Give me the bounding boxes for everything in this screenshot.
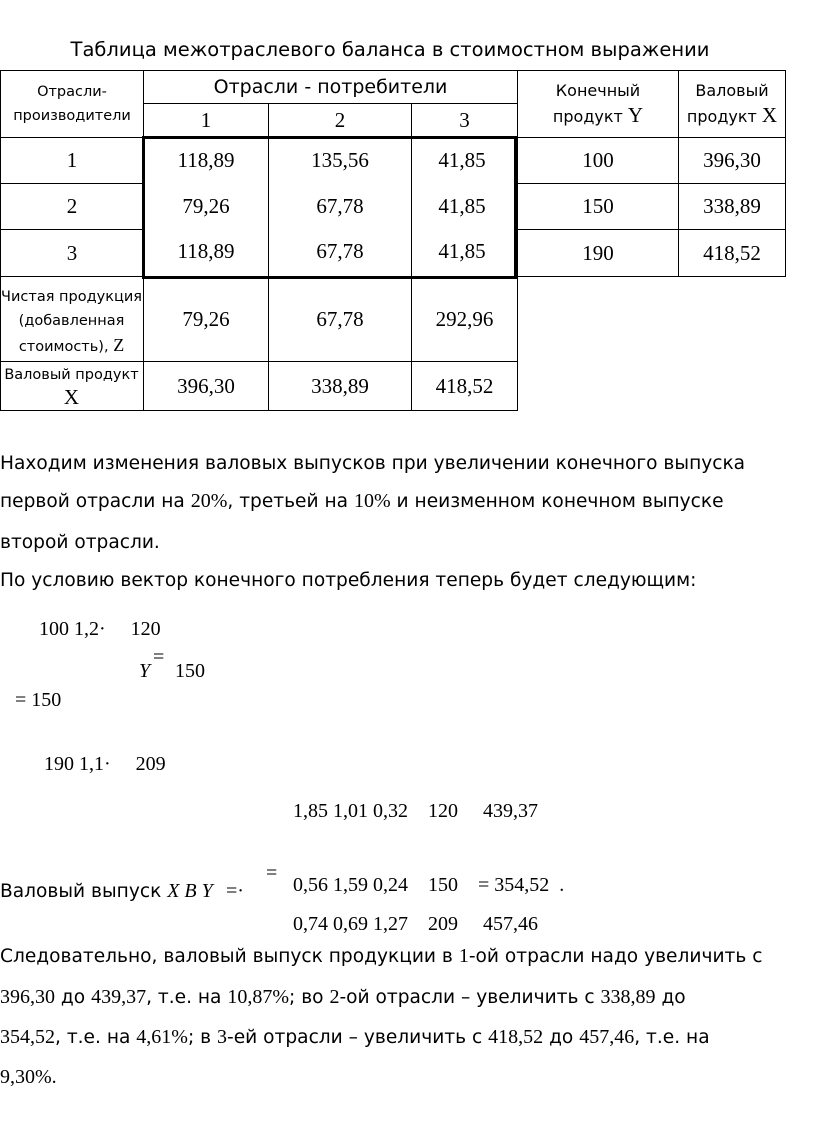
formula-line — [281, 832, 381, 855]
table-cell: 79,26 — [182, 306, 230, 331]
symbol-y: Y — [139, 660, 151, 682]
matrix-expression: X B Y — [167, 880, 213, 902]
text-run: -ой отрасли надо увеличить с — [468, 946, 763, 967]
label-line: Чистая продукция — [1, 288, 142, 305]
text-run: , т.е. на — [146, 987, 228, 1008]
formula-line: = 150 — [0, 689, 72, 711]
gross-product-header — [679, 71, 785, 137]
gross-output-label — [0, 880, 213, 903]
paragraph-line: Находим изменения валовых выпусков при увеличении конечного выпуска — [0, 453, 746, 474]
text-run: 439,37 — [91, 986, 147, 1008]
table-cell: 118,89 — [177, 148, 235, 172]
text-run: и неизменном конечном выпуске — [390, 491, 724, 512]
text-run: Следовательно, валовый выпуск продукции в — [0, 946, 459, 967]
row-label: 1 — [66, 148, 78, 172]
text-run: , т.е. на — [55, 1027, 137, 1048]
consumers-header: Отрасли - потребители — [213, 76, 448, 98]
text-run: 338,89 — [600, 986, 656, 1008]
formula-line: 0,74 0,69 1,27 209 457,46 — [283, 913, 548, 935]
symbol-x: X — [761, 103, 778, 127]
text-run: первой отрасли на — [0, 491, 191, 512]
equals-sign: = — [266, 862, 278, 884]
producers-header — [1, 71, 143, 137]
text-run: -ой отрасли – увеличить с — [339, 987, 601, 1008]
table-cell: 41,85 — [438, 238, 486, 263]
consumer-col-1: 1 — [200, 108, 212, 132]
text-run: 354,52 — [0, 1026, 55, 1048]
table-cell: 190 — [582, 240, 614, 265]
text-run: 418,52 — [488, 1026, 544, 1048]
row-label: 3 — [66, 240, 78, 265]
label-line: Валовый продукт — [4, 367, 139, 383]
text-run: 457,46 — [579, 1026, 635, 1048]
text-run: 20% — [190, 490, 228, 512]
table-cell: 396,30 — [703, 148, 761, 172]
table-cell: 100 — [582, 148, 614, 172]
final-product-header — [518, 71, 678, 137]
table-cell: 118,89 — [177, 238, 235, 263]
symbol-y: Y — [627, 103, 644, 127]
symbol-x: X — [63, 385, 80, 409]
formula-line: 0,56 1,59 0,24 150 = 354,52 . — [283, 874, 565, 896]
table-cell: 338,89 — [311, 373, 369, 398]
paragraph-line — [0, 1066, 57, 1089]
table-cell: 150 — [582, 194, 614, 218]
table-cell: 135,56 — [311, 148, 369, 172]
consumer-col-2: 2 — [334, 108, 346, 132]
equals-sign: =· — [226, 880, 244, 902]
equals-sign: = — [153, 646, 165, 668]
table-line — [517, 276, 786, 277]
table-border-right — [785, 70, 786, 277]
table-cell: 292,96 — [435, 306, 494, 331]
paragraph-line — [0, 986, 686, 1009]
header-line: производители — [13, 108, 131, 124]
table-cell: 67,78 — [316, 306, 364, 331]
paragraph-line: второй отрасли. — [0, 532, 160, 553]
text-run: Валовый выпуск — [0, 881, 168, 902]
header-line: продукт — [552, 107, 623, 126]
table-cell: 338,89 — [703, 194, 761, 218]
gross-row-label — [0, 362, 143, 410]
table-cell: 67,78 — [316, 238, 364, 263]
text-run: -ей отрасли – увеличить с — [227, 1027, 489, 1048]
formula-line — [34, 660, 79, 683]
text-run: до — [543, 1027, 580, 1048]
table-cell: 41,85 — [438, 148, 486, 172]
formula-line: 1,85 1,01 0,32 120 439,37 — [283, 800, 548, 822]
consumer-col-3: 3 — [459, 108, 470, 132]
paragraph-line — [0, 945, 762, 968]
text-run: , третьей на — [227, 491, 354, 512]
paragraph-line: По условию вектор конечного потребления теперь будет следующим: — [0, 570, 697, 591]
header-line: Отрасли- — [37, 84, 107, 100]
text-run: 4,61% — [136, 1026, 188, 1048]
table-cell: 396,30 — [177, 373, 235, 398]
text-run: 9,30%. — [0, 1066, 57, 1088]
formula-line: 150 — [170, 660, 205, 682]
label-line: стоимость), — [18, 338, 109, 355]
paragraph-line — [0, 490, 724, 513]
text-run: , т.е. на — [634, 1027, 710, 1048]
symbol-z: Z — [113, 334, 125, 355]
table-cell: 418,52 — [435, 373, 494, 398]
table-border-bottom — [0, 410, 517, 411]
page-title: Таблица межотраслевого баланса в стоимостном выражении — [70, 38, 710, 61]
text-run: ; во — [289, 987, 330, 1008]
paragraph-line — [0, 1026, 710, 1049]
label-line: (добавленная — [18, 312, 125, 329]
table-cell: 79,26 — [182, 194, 230, 218]
formula-line: 190 1,1· 209 — [34, 753, 176, 775]
text-run: 10% — [353, 490, 391, 512]
text-run: 396,30 — [0, 986, 55, 1008]
net-product-label — [0, 282, 143, 361]
table-cell: 41,85 — [438, 194, 486, 218]
text-run: 10,87% — [227, 986, 290, 1008]
text-run: до — [55, 987, 92, 1008]
table-line — [0, 276, 143, 277]
table-cell: 67,78 — [316, 194, 364, 218]
header-line: Валовый — [695, 81, 769, 100]
text-run: ; в — [187, 1027, 218, 1048]
text-run: 1 — [458, 945, 469, 967]
text-run: 2 — [329, 986, 340, 1008]
header-line: продукт — [686, 107, 757, 126]
row-label: 2 — [66, 194, 78, 218]
formula-line — [34, 717, 79, 740]
table-cell: 418,52 — [703, 240, 761, 265]
text-run: 3 — [217, 1026, 228, 1048]
text-run: до — [655, 987, 686, 1008]
formula-line: 100 1,2· 120 — [34, 618, 171, 640]
header-line: Конечный — [555, 81, 641, 100]
